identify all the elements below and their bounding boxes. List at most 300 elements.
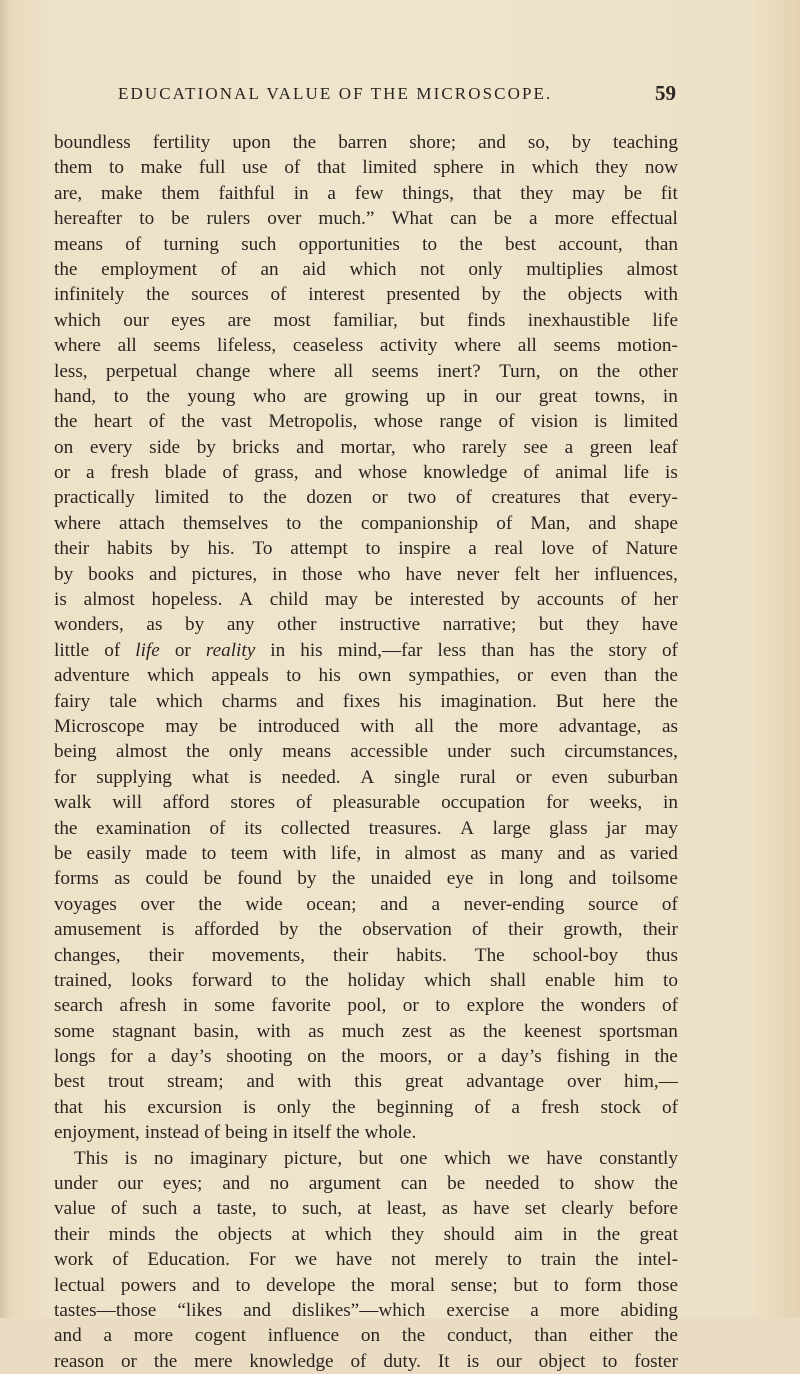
word: interested	[409, 589, 485, 611]
word: some	[214, 995, 255, 1017]
word: of	[474, 1096, 491, 1118]
word: in	[462, 385, 478, 407]
word: the	[54, 411, 78, 433]
text-line	[54, 562, 678, 587]
word: keenest	[523, 1020, 582, 1042]
text-line	[54, 409, 678, 434]
word: more	[133, 1325, 174, 1347]
word: all	[117, 335, 137, 357]
word: trained,	[54, 969, 113, 991]
word: we	[294, 1249, 317, 1271]
word: value	[54, 1198, 96, 1220]
word: Turn,	[499, 360, 541, 382]
word: and	[222, 1173, 250, 1195]
word: the	[54, 817, 78, 839]
word: a	[327, 182, 336, 204]
word: thus	[645, 944, 678, 966]
word: but	[420, 309, 445, 331]
word: such	[142, 1198, 178, 1220]
word: walk	[54, 792, 92, 814]
word: instead	[144, 1122, 200, 1144]
word: few	[354, 182, 384, 204]
word: we	[507, 1147, 530, 1169]
word: shooting	[226, 1046, 293, 1068]
word: be	[374, 589, 393, 611]
word: never	[456, 563, 500, 585]
word: of	[620, 589, 637, 611]
word: never-ending	[463, 893, 565, 915]
word: in	[293, 182, 309, 204]
word: knowledge	[423, 462, 508, 484]
text-line	[54, 155, 678, 180]
word: is	[594, 411, 608, 433]
word: observation	[362, 919, 452, 941]
word: less	[437, 639, 467, 661]
word: lectual	[54, 1274, 106, 1296]
word: occupation	[441, 792, 526, 814]
text-line	[54, 993, 678, 1018]
word: Man,	[530, 512, 571, 534]
word: basin,	[193, 1020, 239, 1042]
word: things,	[402, 182, 454, 204]
word: or	[517, 665, 534, 687]
word: clearly	[561, 1198, 614, 1220]
word: the	[654, 690, 678, 712]
word: by	[297, 868, 317, 890]
word: the	[146, 284, 170, 306]
body-text	[54, 130, 678, 1374]
word: amusement	[54, 919, 142, 941]
word: minds	[108, 1223, 156, 1245]
word: almost	[115, 741, 167, 763]
word: as	[599, 842, 616, 864]
word: day’s	[501, 1046, 542, 1068]
word: see	[523, 436, 548, 458]
text-line	[54, 892, 678, 917]
word: be	[171, 208, 190, 230]
text-line	[54, 1323, 678, 1348]
word: objects	[567, 284, 623, 306]
word: foster	[634, 1350, 678, 1372]
text-line	[54, 1095, 678, 1120]
word: under	[54, 1173, 98, 1195]
word: enable	[545, 969, 596, 991]
word: of	[222, 462, 239, 484]
word: vision	[530, 411, 578, 433]
word: all	[414, 715, 435, 737]
word: that	[54, 1096, 83, 1118]
word: a	[468, 538, 477, 560]
word: and	[314, 462, 343, 484]
word: life,	[330, 842, 362, 864]
word: of	[104, 639, 121, 661]
word: best	[54, 1071, 85, 1093]
word: lifeless,	[217, 335, 277, 357]
word: rural	[459, 766, 496, 788]
word: set	[524, 1198, 547, 1220]
word: means	[54, 233, 104, 255]
word: use	[242, 157, 268, 179]
word: may	[572, 182, 606, 204]
word: than	[534, 1325, 568, 1347]
word: one	[399, 1147, 428, 1169]
text-line	[54, 841, 678, 866]
word: in	[375, 842, 391, 864]
word: all	[334, 360, 354, 382]
word: which	[155, 690, 203, 712]
text-line	[54, 866, 678, 891]
text-line	[54, 333, 678, 358]
word: range	[439, 411, 483, 433]
word: familiar,	[333, 309, 398, 331]
word: in	[272, 563, 288, 585]
word: their	[333, 944, 369, 966]
word: stagnant	[112, 1020, 177, 1042]
word: circumstances,	[564, 741, 678, 763]
word: tale	[109, 690, 137, 712]
word: intel-	[637, 1249, 678, 1271]
word: and	[380, 893, 408, 915]
word: by	[185, 614, 205, 636]
word: are	[227, 309, 252, 331]
word: the	[654, 665, 678, 687]
word: excursion	[147, 1096, 222, 1118]
word: narrative;	[442, 614, 517, 636]
text-line	[54, 1222, 678, 1247]
word: a	[85, 462, 95, 484]
word: mortar,	[340, 436, 396, 458]
word: not	[420, 258, 445, 280]
word: with	[256, 1020, 291, 1042]
text-line	[54, 536, 678, 561]
word: no	[154, 1147, 174, 1169]
word: shore;	[409, 132, 457, 153]
word: zest	[401, 1020, 432, 1042]
word: is	[54, 589, 67, 611]
page-gutter-shadow	[0, 0, 10, 1318]
word: supplying	[96, 766, 172, 788]
word: shall	[489, 969, 527, 991]
word: growing	[344, 385, 409, 407]
word: to	[228, 487, 244, 509]
word: the	[198, 893, 222, 915]
word: for	[546, 792, 569, 814]
word: habits.	[396, 944, 447, 966]
word: accounts	[536, 589, 604, 611]
word: enjoyment,	[54, 1122, 140, 1144]
word: under	[447, 741, 491, 763]
word: inspire	[398, 538, 451, 560]
word: the	[292, 132, 317, 153]
word: to	[422, 233, 438, 255]
word: teaching	[612, 132, 678, 153]
word: easily	[86, 842, 132, 864]
word: life	[623, 462, 650, 484]
word: jar	[606, 817, 627, 839]
word: which	[324, 1223, 372, 1245]
word: whose	[373, 411, 423, 433]
word: those	[302, 563, 343, 585]
word: a	[529, 208, 538, 230]
word: be	[493, 208, 512, 230]
word: wonders,	[54, 614, 124, 636]
word: barren	[338, 132, 388, 153]
word: now	[644, 157, 678, 179]
word: growth,	[563, 919, 623, 941]
word: where	[54, 512, 101, 534]
word: only	[276, 1096, 311, 1118]
word: which	[147, 665, 194, 687]
word: a	[477, 1046, 487, 1068]
word: books	[88, 563, 134, 585]
word: the	[54, 258, 78, 280]
word: being	[54, 741, 97, 763]
word: change	[195, 360, 251, 382]
text-line	[54, 359, 678, 384]
word: practically	[54, 487, 135, 509]
text-line	[54, 689, 678, 714]
text-line	[54, 790, 678, 815]
word: the	[146, 385, 170, 407]
word: as	[449, 1020, 466, 1042]
word: be	[218, 715, 237, 737]
word: will	[112, 792, 143, 814]
word: them	[54, 157, 93, 179]
word: before	[628, 1198, 678, 1220]
word: stores	[230, 792, 276, 814]
word: they	[586, 614, 620, 636]
word: sources	[191, 284, 249, 306]
word: only	[228, 741, 263, 763]
text-line	[54, 232, 678, 257]
word: that	[472, 182, 502, 204]
word: the	[654, 1325, 678, 1347]
word: even	[551, 766, 588, 788]
word: hereafter	[54, 208, 123, 230]
word: of	[204, 1122, 221, 1144]
word: advantage	[466, 1071, 545, 1093]
text-line	[54, 1146, 678, 1171]
word: heart	[93, 411, 133, 433]
word: and	[568, 868, 597, 890]
text-line	[54, 308, 678, 333]
word: a	[511, 1096, 520, 1118]
word: to	[286, 665, 302, 687]
word: attempt	[290, 538, 348, 560]
word: finds	[467, 309, 506, 331]
word: who	[252, 385, 286, 407]
text-line	[54, 1069, 678, 1094]
word: of	[496, 512, 513, 534]
word: their	[148, 944, 184, 966]
word: voyages	[54, 893, 117, 915]
word: employment	[101, 258, 198, 280]
word: is	[242, 1096, 256, 1118]
word: reason	[54, 1350, 105, 1372]
word: unaided	[370, 868, 432, 890]
word: It	[437, 1350, 450, 1372]
word: advantage,	[558, 715, 642, 737]
word: What	[391, 208, 433, 230]
word: our	[123, 309, 149, 331]
word: little	[54, 639, 90, 661]
word: them	[161, 182, 200, 204]
word: is	[248, 766, 262, 788]
word: a	[530, 1299, 539, 1321]
word: have	[473, 1198, 510, 1220]
word: as	[661, 715, 678, 737]
word: pleasurable	[332, 792, 421, 814]
word: than	[481, 639, 515, 661]
word: teem	[230, 842, 268, 864]
word: of	[350, 1350, 367, 1372]
word: up	[426, 385, 446, 407]
text-line	[54, 739, 678, 764]
word: than	[604, 665, 638, 687]
word: the	[454, 715, 479, 737]
word: a	[103, 1325, 112, 1347]
word: limited	[362, 157, 417, 179]
word: Microscope	[54, 715, 145, 737]
word: can	[450, 208, 477, 230]
word: towns,	[594, 385, 646, 407]
word: many	[500, 842, 544, 864]
text-line	[54, 1247, 678, 1272]
word: the	[186, 741, 210, 763]
word: almost	[404, 842, 456, 864]
word: less,	[54, 360, 88, 382]
word: which	[424, 969, 471, 991]
word: of	[209, 817, 226, 839]
word: develope	[266, 1274, 336, 1296]
text-line	[54, 943, 678, 968]
word: bricks	[232, 436, 280, 458]
page-number: 59	[655, 81, 676, 105]
word: least,	[386, 1198, 427, 1220]
word: to	[201, 842, 217, 864]
word: of	[661, 893, 678, 915]
word: aim	[514, 1223, 543, 1245]
word: great	[639, 1223, 678, 1245]
word: of	[523, 462, 540, 484]
word: of	[498, 411, 515, 433]
word: story	[608, 639, 647, 661]
word: means	[282, 741, 332, 763]
word: and	[192, 1274, 220, 1296]
word: glass	[549, 817, 588, 839]
word: their	[508, 919, 544, 941]
word: or	[371, 487, 388, 509]
word: every-	[628, 487, 678, 509]
word: are,	[54, 182, 83, 204]
word: which	[531, 157, 579, 179]
word: multiplies	[526, 258, 603, 280]
word: may	[324, 589, 358, 611]
word: who	[357, 563, 391, 585]
word: no	[269, 1173, 289, 1195]
word: best	[505, 233, 536, 255]
word: which	[349, 258, 397, 280]
word: such	[241, 233, 277, 255]
word: by	[481, 284, 501, 306]
word: or	[402, 995, 419, 1017]
word: where	[454, 335, 501, 357]
word: as	[308, 1020, 325, 1042]
word: work	[54, 1249, 94, 1271]
word: weeks,	[589, 792, 643, 814]
text-line	[54, 384, 678, 409]
word: To	[252, 538, 273, 560]
word: inert?	[437, 360, 481, 382]
word: could	[145, 868, 189, 890]
word: full	[198, 157, 226, 179]
text-line	[54, 638, 678, 663]
word: dozen	[306, 487, 353, 509]
word: A	[360, 766, 375, 788]
word: merely	[434, 1249, 488, 1271]
word: the	[181, 411, 205, 433]
word: whose	[358, 462, 408, 484]
word: or	[515, 766, 532, 788]
word: the	[401, 1325, 426, 1347]
word: appeals	[211, 665, 269, 687]
word: life	[135, 639, 160, 661]
word: to	[271, 969, 287, 991]
word: the	[341, 1046, 365, 1068]
text-line	[54, 816, 678, 841]
word: vast	[221, 411, 252, 433]
word: the	[174, 1223, 199, 1245]
word: those	[637, 1274, 678, 1296]
word: afforded	[194, 919, 260, 941]
word: their	[54, 1223, 90, 1245]
word: they	[391, 1223, 425, 1245]
word: this	[354, 1071, 382, 1093]
word: examination	[96, 817, 191, 839]
text-line	[54, 714, 678, 739]
word: they	[520, 182, 554, 204]
word: such,	[302, 1198, 343, 1220]
word: own	[358, 665, 392, 687]
word: fit	[660, 182, 678, 204]
word: be	[623, 182, 643, 204]
word: him	[614, 969, 645, 991]
word: only	[468, 258, 503, 280]
word: felt	[514, 563, 540, 585]
word: of	[662, 1096, 678, 1118]
word: argument	[308, 1173, 381, 1195]
text-line	[54, 460, 678, 485]
word: their	[54, 538, 90, 560]
word: to	[109, 157, 124, 179]
word: such	[510, 741, 546, 763]
word: explore	[466, 995, 525, 1017]
word: be	[447, 1173, 466, 1195]
word: to	[435, 995, 451, 1017]
word: than	[644, 233, 678, 255]
word: love	[541, 538, 575, 560]
word: have	[335, 1249, 373, 1271]
word: moral	[390, 1274, 436, 1296]
word: sphere	[433, 157, 484, 179]
word: perpetual	[106, 360, 178, 382]
word: on	[559, 360, 579, 382]
word: forward	[191, 969, 253, 991]
word: in	[624, 1046, 640, 1068]
word: faithful	[218, 182, 275, 204]
word: of	[591, 538, 608, 560]
text-line	[54, 1349, 678, 1374]
